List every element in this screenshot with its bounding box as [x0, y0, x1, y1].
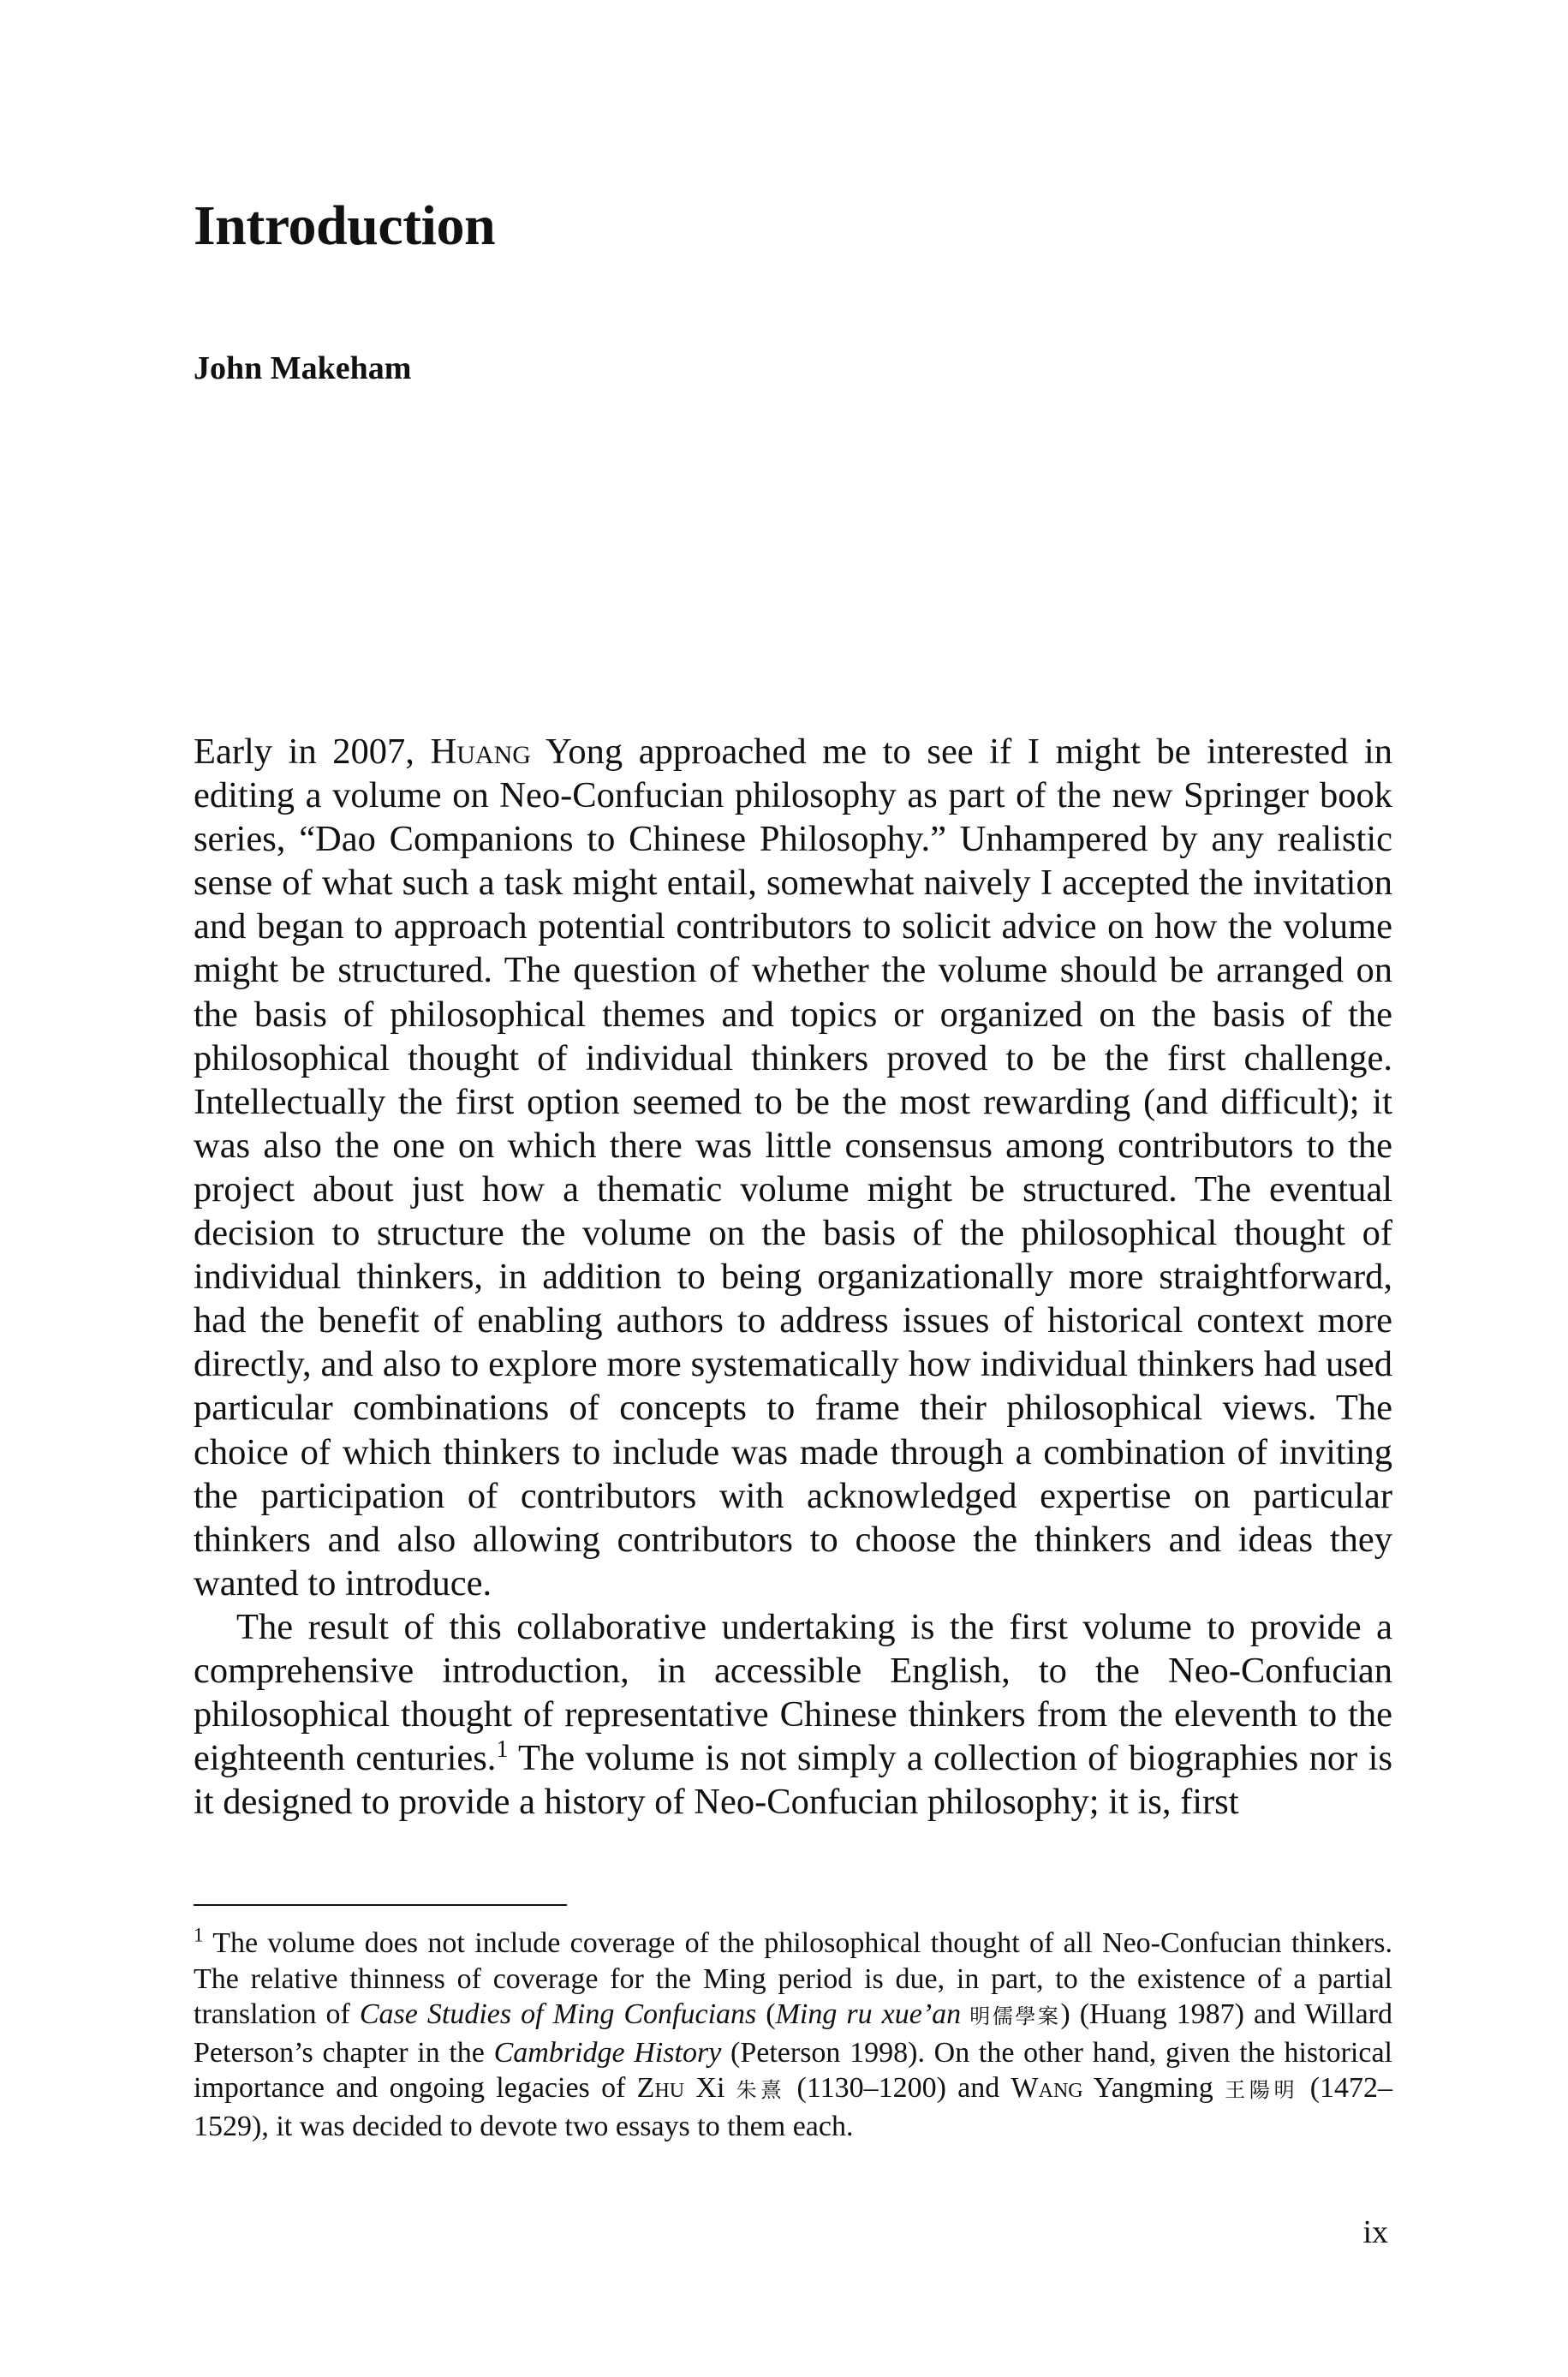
footnote-reference[interactable]: 1	[496, 1736, 509, 1763]
text-run: The result of this collaborative undertaking is the first volume to provide a comprehensive introduction, in accessible English, to the Neo-Confucian philosophical thought of representative Chinese thinkers from the eleventh to the eighteenth centuries.	[194, 1606, 1392, 1779]
text-run: The volume is not simply a collection of biographies nor is it designed to provide a history of Neo-Confucian philosophy; it is, first	[194, 1738, 1392, 1823]
chapter-title: Introduction	[194, 194, 496, 257]
footnote-1	[194, 1926, 1392, 2145]
chinese-characters: 王陽明	[1225, 2078, 1299, 2103]
surname-zhu: Zhu	[636, 2072, 685, 2105]
text-run: Xi	[684, 2072, 736, 2105]
footnote-number: 1	[194, 1924, 204, 1946]
text-run: The volume does not include coverage of the philosophical thought of all Neo-Confucian thinkers. The relative thinness of coverage for the Ming period is due, in part, to the existence of a partial translation of	[194, 1927, 1392, 2031]
book-title-romanized: Ming ru xue’an	[775, 1998, 962, 2031]
text-run: Yangming	[1082, 2072, 1225, 2105]
text-run: Early in 2007,	[194, 732, 431, 772]
text-run: (Peterson 1998). On the other hand, given the historical importance and ongoing legacies of	[194, 2036, 1393, 2105]
body-text	[194, 730, 1392, 1824]
author-name-huang: Huang	[430, 732, 531, 772]
page-number: ix	[1362, 2214, 1388, 2250]
footnotes	[194, 1926, 1392, 2145]
text-run: (1472–1529), it was decided to devote two essays to them each.	[194, 2072, 1393, 2142]
text-run: (1130–1200) and	[785, 2072, 1011, 2105]
book-title: Case Studies of Ming Confucians	[359, 1998, 757, 2031]
paragraph	[194, 730, 1392, 1605]
text-run: ) (Huang 1987) and Willard Peterson’s chapter in the	[194, 1998, 1392, 2069]
paragraph	[194, 1605, 1392, 1824]
chinese-characters: 明儒學案	[961, 2004, 1061, 2029]
surname-wang: Wang	[1011, 2072, 1083, 2105]
text-run: Yong approached me to see if I might be interested in editing a volume on Neo-Confucian philosophy as part of the new Springer book series, “Dao Companions to Chinese Philosophy.” Unhampered by any realistic sense of what such a task might entail, somewhat naively I accepted the invitation and began to approach potential contributors to solicit advice on how the volume might be structured. The question of whether the volume should be arranged on the basis of philosophical themes and topics or organized on the basis of the philosophical thought of individual thinkers proved to be the first challenge. Intellectually the first option seemed to be the most rewarding (and difficult); it was also the one on which there was little consensus among contributors to the project about just how a thematic volume might be structured. The eventual decision to structure the volume on the basis of the philosophical thought of individual thinkers, in addition to being organizationally more straightforward, had the benefit of enabling authors to address issues of historical context more directly, and also to explore more systematically how individual thinkers had used particular combinations of concepts to frame their philosophical views. The choice of which thinkers to include was made through a combination of inviting the participation of contributors with acknowledged expertise on particular thinkers and also allowing contributors to choose the thinkers and ideas they wanted to introduce.	[194, 732, 1392, 1604]
text-run: (	[756, 1998, 776, 2031]
chinese-characters: 朱熹	[736, 2078, 786, 2103]
footnote-divider	[194, 1904, 567, 1906]
book-title: Cambridge History	[493, 2036, 722, 2069]
chapter-author: John Makeham	[194, 350, 412, 386]
